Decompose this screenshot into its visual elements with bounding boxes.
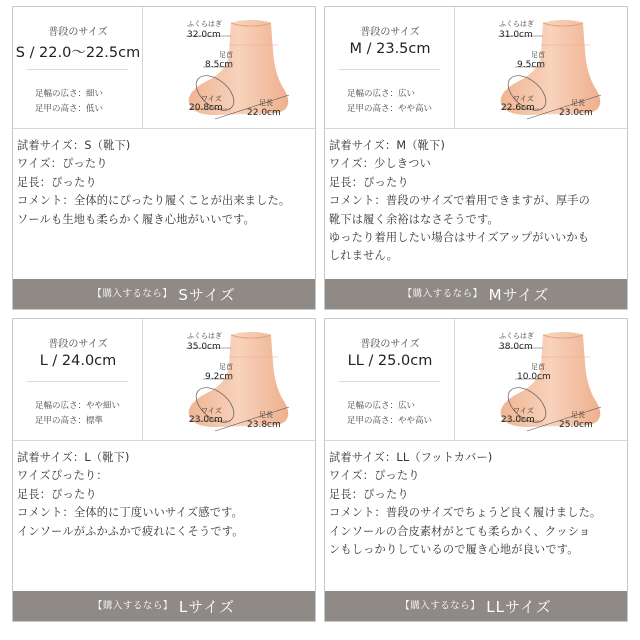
wise-value: 23.0cm (189, 415, 223, 425)
wise-value: 20.8cm (189, 103, 223, 113)
comment-line: ゆったり着用したい場合はサイズアップがいいかも (329, 231, 590, 245)
size-review-card (12, 6, 316, 310)
wise-value: 23.0cm (501, 415, 535, 425)
comment-line: ワイズ：ぴったり (329, 469, 420, 483)
length-label: 足長 (259, 411, 273, 419)
wise-label: ワイズ (201, 95, 222, 103)
wise-label: ワイズ (513, 95, 534, 103)
fitting-comment (329, 137, 625, 266)
usual-size-value: S / 22.0〜22.5cm (15, 45, 141, 61)
wise-label: ワイズ (513, 407, 534, 415)
recommended-size-bar (13, 279, 315, 309)
comment-line: 靴下は履く余裕はなさそうです。 (329, 212, 499, 226)
instep-height-text: 足甲の高さ：やや高い (347, 104, 433, 114)
recommended-size-label: Mサイズ (488, 285, 550, 304)
purchase-prefix-label: 【購入するなら】 (400, 600, 481, 612)
comment-line: ンもしっかりしているので履き心地が良いです。 (329, 543, 579, 557)
usual-size-label: 普段のサイズ (360, 339, 420, 350)
length-value: 25.0cm (559, 420, 593, 430)
comment-line: ワイズぴったり： (17, 469, 108, 483)
length-label: 足長 (571, 99, 585, 107)
recommended-size-label: LLサイズ (486, 597, 552, 616)
ankle-value: 8.5cm (205, 60, 234, 70)
usual-size-value: M / 23.5cm (349, 41, 431, 57)
recommended-size-bar (325, 279, 627, 309)
fitting-comment (17, 449, 313, 541)
recommended-size-bar (13, 591, 315, 621)
calf-label: ふくらはぎ (187, 332, 222, 340)
wise-value: 22.6cm (501, 103, 535, 113)
calf-label: ふくらはぎ (499, 20, 534, 28)
usual-size-value: L / 24.0cm (39, 353, 117, 369)
calf-value: 31.0cm (499, 30, 533, 40)
divider (27, 69, 128, 70)
comment-line: ワイズ：少しきつい (329, 157, 432, 171)
calf-value: 32.0cm (187, 30, 221, 40)
fitting-comment (17, 137, 313, 229)
ankle-label: 足首 (531, 363, 545, 371)
comment-line: コメント：普段のサイズで着用できますが、厚手の (329, 194, 591, 208)
length-label: 足長 (259, 99, 273, 107)
size-review-card (324, 318, 628, 622)
comment-line: インソールの合皮素材がとても柔らかく、クッショ (329, 524, 591, 538)
comment-line: コメント：全体的にぴったり履くことが出来ました。 (17, 194, 291, 208)
instep-height-text: 足甲の高さ：やや高い (347, 416, 433, 426)
foot-measurement-diagram (455, 7, 628, 129)
foot-measurement-panel (143, 7, 316, 129)
ankle-label: 足首 (219, 363, 233, 371)
length-value: 22.0cm (247, 108, 281, 118)
foot-width-text: 足幅の広さ：広い (347, 89, 416, 99)
foot-measurement-diagram (143, 7, 316, 129)
wise-label: ワイズ (201, 407, 222, 415)
usual-size-panel (325, 319, 455, 441)
foot-measurement-diagram (455, 319, 628, 441)
foot-measurement-panel (455, 319, 628, 441)
foot-width-text: 足幅の広さ：やや細い (35, 401, 121, 411)
comment-line: 足長：ぴったり (17, 175, 97, 189)
length-label: 足長 (571, 411, 585, 419)
calf-value: 35.0cm (187, 342, 221, 352)
foot-width-text: 足幅の広さ：細い (35, 89, 104, 99)
foot-measurement-panel (455, 7, 628, 129)
divider (27, 381, 128, 382)
comment-line: 足長：ぴったり (17, 487, 97, 501)
usual-size-label: 普段のサイズ (48, 339, 108, 350)
comment-line: インソールがふかふかで疲れにくそうです。 (17, 524, 244, 538)
ankle-value: 9.2cm (205, 372, 234, 382)
divider (339, 381, 440, 382)
usual-size-panel (13, 319, 143, 441)
fitting-comment (329, 449, 625, 559)
usual-size-panel (13, 7, 143, 129)
comment-line: しれません。 (329, 249, 398, 263)
divider (339, 69, 440, 70)
calf-value: 38.0cm (499, 342, 533, 352)
purchase-prefix-label: 【購入するなら】 (92, 288, 173, 300)
comment-line: 試着サイズ：M（靴下) (329, 139, 446, 152)
ankle-value: 10.0cm (517, 372, 551, 382)
comment-line: 試着サイズ：LL（フットカバー) (329, 451, 493, 464)
comment-line: ソールも生地も柔らかく履き心地がいいです。 (17, 212, 256, 226)
foot-measurement-diagram (143, 319, 316, 441)
comment-line: 足長：ぴったり (329, 487, 409, 501)
foot-measurement-panel (143, 319, 316, 441)
foot-width-text: 足幅の広さ：広い (347, 401, 416, 411)
comment-line: ワイズ：ぴったり (17, 157, 108, 171)
instep-height-text: 足甲の高さ：低い (35, 104, 104, 114)
length-value: 23.0cm (559, 108, 593, 118)
purchase-prefix-label: 【購入するなら】 (92, 600, 173, 612)
ankle-value: 9.5cm (517, 60, 546, 70)
calf-label: ふくらはぎ (499, 332, 534, 340)
usual-size-label: 普段のサイズ (48, 27, 108, 38)
usual-size-panel (325, 7, 455, 129)
usual-size-value: LL / 25.0cm (347, 353, 433, 369)
purchase-prefix-label: 【購入するなら】 (402, 288, 483, 300)
comment-line: 足長：ぴったり (329, 175, 409, 189)
calf-label: ふくらはぎ (187, 20, 222, 28)
size-review-card (324, 6, 628, 310)
size-review-card (12, 318, 316, 622)
comment-line: コメント：普段のサイズでちょうど良く履けました。 (329, 506, 602, 520)
recommended-size-label: Sサイズ (178, 285, 236, 304)
recommended-size-bar (325, 591, 627, 621)
length-value: 23.8cm (247, 420, 281, 430)
ankle-label: 足首 (219, 51, 233, 59)
ankle-label: 足首 (531, 51, 545, 59)
comment-line: コメント：全体的に丁度いいサイズ感です。 (17, 506, 243, 520)
comment-line: 試着サイズ：L（靴下) (17, 451, 130, 464)
recommended-size-label: Lサイズ (178, 597, 236, 616)
instep-height-text: 足甲の高さ：標準 (35, 416, 104, 426)
usual-size-label: 普段のサイズ (360, 27, 420, 38)
comment-line: 試着サイズ：S（靴下) (17, 139, 131, 152)
